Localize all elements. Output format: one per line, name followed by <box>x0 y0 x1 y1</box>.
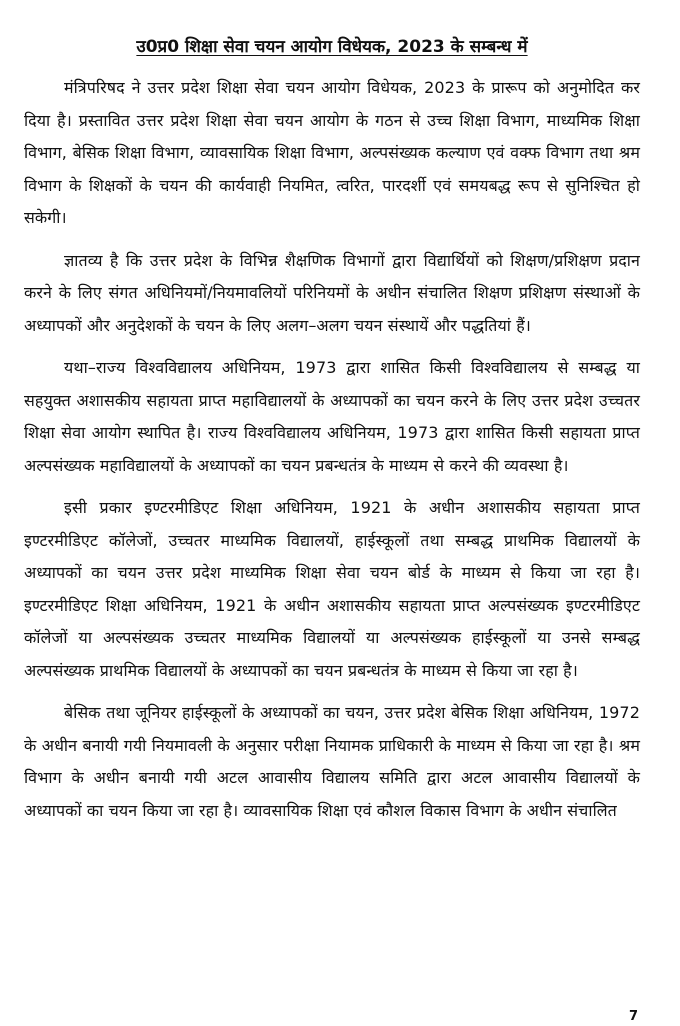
page-number: 7 <box>628 1009 638 1024</box>
document-title: उ0प्र0 शिक्षा सेवा चयन आयोग विधेयक, 2023 के सम्बन्ध में <box>136 37 528 57</box>
paragraph-3: यथा–राज्य विश्वविद्यालय अधिनियम, 1973 द्वारा शासित किसी विश्वविद्यालय से सम्बद्ध या सहयुक्त अशासकीय सहायता प्राप्त महाविद्यालयों के अध्यापकों का चयन करने के लिए उत्तर प्रदेश उच्चतर शिक्षा सेवा आयोग स्थापित है। राज्य विश्वविद्यालय अधिनियम, 1973 द्वारा शासित किसी सहायता प्राप्त अल्पसंख्यक महाविद्यालयों के अध्यापकों का चयन प्रबन्धतंत्र के माध्यम से करने की व्यवस्था है। <box>24 358 640 475</box>
paragraph-1: मंत्रिपरिषद ने उत्तर प्रदेश शिक्षा सेवा चयन आयोग विधेयक, 2023 के प्रारूप को अनुमोदित कर दिया है। प्रस्तावित उत्तर प्रदेश शिक्षा सेवा चयन आयोग के गठन से उच्च शिक्षा विभाग, माध्यमिक शिक्षा विभाग, बेसिक शिक्षा विभाग, व्यावसायिक शिक्षा विभाग, अल्पसंख्यक कल्याण एवं वक्फ विभाग तथा श्रम विभाग के शिक्षकों के चयन की कार्यवाही नियमित, त्वरित, पारदर्शी एवं समयबद्ध रूप से सुनिश्चित हो सकेगी। <box>24 78 640 227</box>
paragraph-5: बेसिक तथा जूनियर हाईस्कूलों के अध्यापकों का चयन, उत्तर प्रदेश बेसिक शिक्षा अधिनियम, 1972 के अधीन बनायी गयी नियमावली के अनुसार परीक्षा नियामक प्राधिकारी के माध्यम से किया जा रहा है। श्रम विभाग के अधीन बनायी गयी अटल आवासीय विद्यालय समिति द्वारा अटल आवासीय विद्यालयों के अध्यापकों का चयन किया जा रहा है। व्यावसायिक शिक्षा एवं कौशल विकास विभाग के अधीन संचालित <box>24 703 640 820</box>
paragraph-2: ज्ञातव्य है कि उत्तर प्रदेश के विभिन्न शैक्षणिक विभागों द्वारा विद्यार्थियों को शिक्षण/प्रशिक्षण प्रदान करने के लिए संगत अधिनियमों/नियमावलियों परिनियमों के अधीन संचालित शिक्षण प्रशिक्षण संस्थाओं के अध्यापकों और अनुदेशकों के चयन के लिए अलग–अलग चयन संस्थायें और पद्धतियां हैं। <box>24 250 640 335</box>
paragraph-4: इसी प्रकार इण्टरमीडिएट शिक्षा अधिनियम, 1921 के अधीन अशासकीय सहायता प्राप्त इण्टरमीडिएट कॉलेजों, उच्चतर माध्यमिक विद्यालयों, हाईस्कूलों तथा सम्बद्ध प्राथमिक विद्यालयों के अध्यापकों का चयन उत्तर प्रदेश माध्यमिक शिक्षा सेवा चयन बोर्ड के माध्यम से किया जा रहा है। इण्टरमीडिएट शिक्षा अधिनियम, 1921 के अधीन अशासकीय सहायता प्राप्त अल्पसंख्यक इण्टरमीडिएट कॉलेजों या अल्पसंख्यक उच्चतर माध्यमिक विद्यालयों या अल्पसंख्यक हाईस्कूलों या उनसे सम्बद्ध अल्पसंख्यक प्राथमिक विद्यालयों के अध्यापकों का चयन प्रबन्धतंत्र के माध्यम से किया जा रहा है। <box>24 498 640 680</box>
